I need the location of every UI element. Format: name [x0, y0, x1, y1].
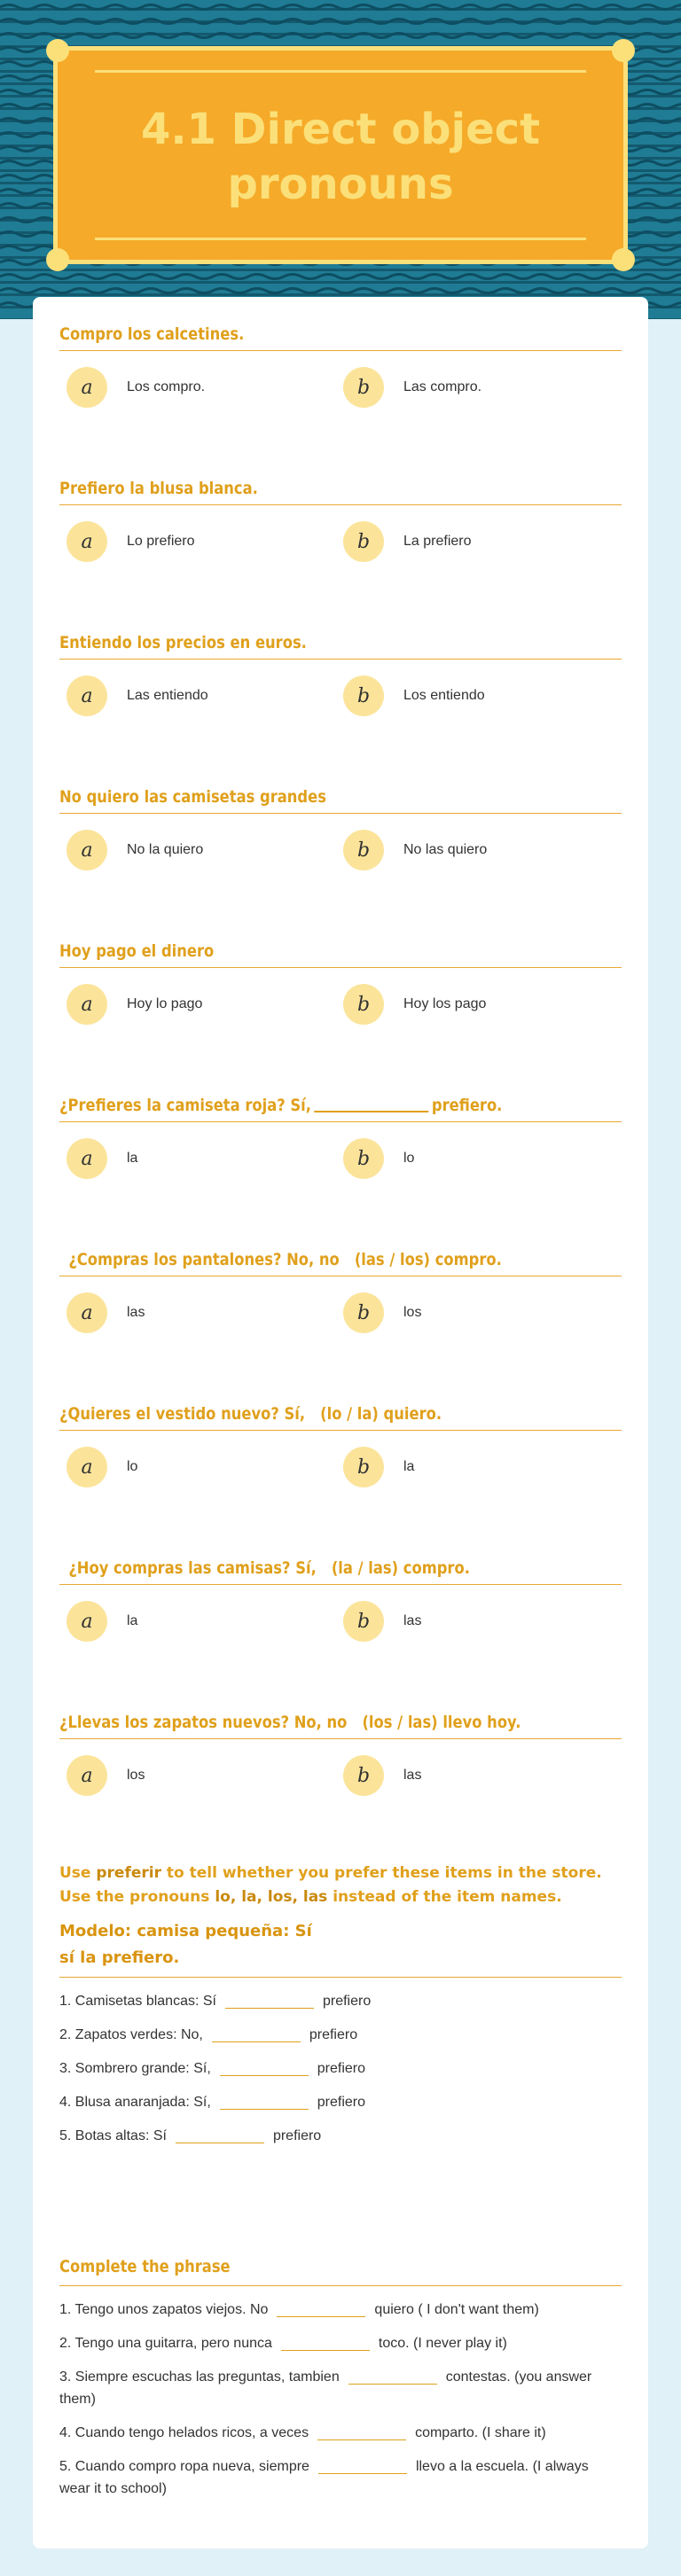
option-text: No las quiero	[403, 842, 488, 857]
section-title	[59, 2252, 622, 2286]
option-letter-a: a	[67, 1138, 107, 1179]
option-text: las	[403, 1613, 422, 1628]
option-letter-b: b	[343, 1292, 384, 1333]
item-text: 4. Blusa anaranjada: Sí,	[59, 2095, 211, 2110]
item-text: 2. Zapatos verdes: No,	[59, 2027, 203, 2042]
corner-ornament	[612, 248, 635, 271]
option-letter-b: b	[343, 367, 384, 408]
modelo-line: sí la prefiero.	[59, 1948, 180, 1967]
option-letter-b: b	[343, 521, 384, 562]
corner-ornament	[46, 39, 69, 62]
option-letter-b: b	[343, 1601, 384, 1642]
option-b[interactable]	[343, 1755, 421, 1796]
item-text: prefiero	[317, 2095, 366, 2110]
modelo-line: Modelo: camisa pequeña: Sí	[59, 1922, 312, 1940]
item-text: 5. Cuando compro ropa nueva, siempre	[59, 2459, 309, 2474]
option-b[interactable]	[343, 984, 486, 1025]
option-letter-b: b	[343, 1447, 384, 1487]
item-text: 1. Camisetas blancas: Sí	[59, 1994, 216, 2009]
option-text: Lo prefiero	[127, 534, 195, 549]
fill-blank[interactable]	[317, 2426, 406, 2440]
option-text: Hoy lo pago	[127, 996, 203, 1011]
option-letter-b: b	[343, 984, 384, 1025]
question-prompt: Compro los calcetines.	[59, 324, 245, 344]
fill-blank[interactable]	[277, 2303, 365, 2317]
item-text: contestas. (you answer them)	[59, 2369, 592, 2407]
list-item	[59, 2422, 622, 2444]
list-item	[59, 2366, 622, 2410]
option-letter-a: a	[67, 1601, 107, 1642]
item-text: llevo a la escuela. (I always wear it to school)	[59, 2459, 589, 2496]
option-b[interactable]	[343, 1447, 414, 1487]
list-item	[59, 2332, 622, 2354]
prefer-list	[59, 1990, 622, 2147]
item-text: 3. Sombrero grande: Sí,	[59, 2061, 211, 2076]
instr-verb: preferir	[96, 1864, 161, 1882]
list-item	[59, 2455, 622, 2500]
instr-text: to tell whether you prefer these items in the store. Use the pronouns	[59, 1864, 602, 1906]
option-text: lo	[403, 1151, 415, 1166]
fill-blank[interactable]	[212, 2028, 301, 2042]
complete-list	[59, 2299, 622, 2500]
option-b[interactable]	[343, 367, 481, 408]
item-text: toco. (I never play it)	[378, 2336, 507, 2351]
item-text: 1. Tengo unos zapatos viejos. No	[59, 2302, 269, 2317]
option-letter-b: b	[343, 675, 384, 716]
option-a[interactable]	[67, 1601, 137, 1642]
question-prompt	[59, 1092, 502, 1119]
option-b[interactable]	[343, 521, 472, 562]
item-text: 5. Botas altas: Sí	[59, 2128, 167, 2143]
corner-ornament	[612, 39, 635, 62]
question-prompt: ¿Compras los pantalones? No, no (las / los) compro.	[68, 1250, 502, 1269]
option-letter-b: b	[343, 830, 384, 870]
section-title-text: Complete the phrase	[59, 2257, 231, 2276]
title-rule	[95, 70, 586, 73]
option-text: los	[403, 1305, 422, 1320]
option-letter-a: a	[67, 1292, 107, 1333]
option-a[interactable]	[67, 675, 208, 716]
question-8	[59, 1401, 622, 1493]
option-b[interactable]	[343, 830, 487, 870]
fill-blank[interactable]	[176, 2129, 264, 2143]
prompt-part: prefiero.	[431, 1096, 503, 1115]
option-text: Los entiendo	[403, 688, 485, 703]
option-letter-a: a	[67, 521, 107, 562]
option-text: los	[127, 1768, 145, 1783]
option-letter-b: b	[343, 1755, 384, 1796]
list-item	[59, 2299, 622, 2321]
option-text: la	[127, 1151, 138, 1166]
title-card	[53, 46, 628, 264]
option-text: Hoy los pago	[403, 996, 487, 1011]
complete-section	[59, 2252, 622, 2511]
list-item	[59, 2057, 622, 2080]
corner-ornament	[46, 248, 69, 271]
instr-text: instead of the item names.	[333, 1888, 562, 1906]
instructions	[59, 1862, 622, 1909]
item-text: 4. Cuando tengo helados ricos, a veces	[59, 2425, 309, 2440]
page-title: 4.1 Direct object pronouns	[140, 105, 541, 209]
question-4	[59, 784, 622, 876]
option-b[interactable]	[343, 675, 485, 716]
question-prompt: ¿Hoy compras las camisas? Sí, (la / las) compro.	[68, 1558, 470, 1578]
item-text: prefiero	[309, 2027, 358, 2042]
wave-line	[0, 275, 681, 279]
wave-line	[0, 289, 681, 293]
wave-line	[0, 5, 681, 10]
instr-text: Use	[59, 1864, 91, 1882]
instr-pronouns: lo, la, los, las	[215, 1888, 328, 1906]
question-1	[59, 321, 622, 413]
option-a[interactable]	[67, 1138, 137, 1179]
question-prompt: Entiendo los precios en euros.	[59, 633, 307, 652]
question-10	[59, 1709, 622, 1801]
fill-blank[interactable]	[225, 1994, 314, 2009]
option-text: la	[127, 1613, 138, 1628]
wave-line	[0, 20, 681, 24]
option-text: Los compro.	[127, 379, 206, 394]
fill-blank[interactable]	[220, 2096, 309, 2110]
option-letter-a: a	[67, 367, 107, 408]
option-letter-a: a	[67, 830, 107, 870]
item-text: prefiero	[272, 2128, 322, 2143]
option-letter-b: b	[343, 1138, 384, 1179]
prompt-part: ¿Prefieres la camiseta roja? Sí,	[59, 1096, 311, 1115]
wave-line	[0, 34, 681, 38]
option-text: Las compro.	[403, 379, 482, 394]
fill-blank[interactable]	[220, 2062, 309, 2076]
option-letter-a: a	[67, 1447, 107, 1487]
option-a[interactable]	[67, 830, 203, 870]
question-9	[59, 1555, 622, 1647]
list-item	[59, 1990, 622, 2012]
option-letter-a: a	[67, 675, 107, 716]
answer-blank	[314, 1095, 428, 1112]
option-text: La prefiero	[403, 534, 472, 549]
title-rule	[95, 238, 586, 240]
item-text: prefiero	[322, 1994, 372, 2009]
question-6	[59, 1092, 622, 1184]
option-a[interactable]	[67, 367, 205, 408]
item-text: quiero ( I don't want them)	[374, 2302, 539, 2317]
option-text: Las entiendo	[127, 688, 208, 703]
question-prompt: ¿Quieres el vestido nuevo? Sí, (lo / la) quiero.	[59, 1404, 442, 1424]
list-item	[59, 2125, 622, 2147]
question-prompt: Prefiero la blusa blanca.	[59, 479, 258, 498]
item-text: prefiero	[317, 2061, 366, 2076]
option-a[interactable]	[67, 1447, 137, 1487]
question-2	[59, 475, 622, 567]
option-b[interactable]	[343, 1601, 421, 1642]
option-b[interactable]	[343, 1138, 414, 1179]
option-text: No la quiero	[127, 842, 204, 857]
option-letter-a: a	[67, 1755, 107, 1796]
question-prompt: ¿Llevas los zapatos nuevos? No, no (los / las) llevo hoy.	[59, 1713, 521, 1732]
item-text: 3. Siempre escuchas las preguntas, tambien	[59, 2369, 340, 2385]
question-7	[59, 1246, 622, 1339]
option-text: las	[403, 1768, 422, 1783]
worksheet-card	[33, 297, 648, 2549]
question-5	[59, 938, 622, 1030]
list-item	[59, 2024, 622, 2046]
option-a[interactable]	[67, 521, 195, 562]
option-b[interactable]	[343, 1292, 421, 1333]
option-a[interactable]	[67, 1292, 145, 1333]
fill-blank[interactable]	[281, 2337, 370, 2351]
option-text: lo	[127, 1459, 138, 1474]
option-a[interactable]	[67, 1755, 145, 1796]
question-3	[59, 629, 622, 722]
list-item	[59, 2091, 622, 2113]
question-prompt: Hoy pago el dinero	[59, 941, 215, 961]
fill-blank[interactable]	[348, 2370, 437, 2385]
option-text: la	[403, 1459, 415, 1474]
modelo-example	[59, 1918, 622, 1978]
question-prompt: No quiero las camisetas grandes	[59, 787, 326, 807]
option-a[interactable]	[67, 984, 202, 1025]
fill-blank[interactable]	[318, 2460, 407, 2474]
option-text: las	[127, 1305, 145, 1320]
option-letter-a: a	[67, 984, 107, 1025]
preferir-section	[59, 1862, 622, 2158]
item-text: comparto. (I share it)	[415, 2425, 546, 2440]
item-text: 2. Tengo una guitarra, pero nunca	[59, 2336, 272, 2351]
